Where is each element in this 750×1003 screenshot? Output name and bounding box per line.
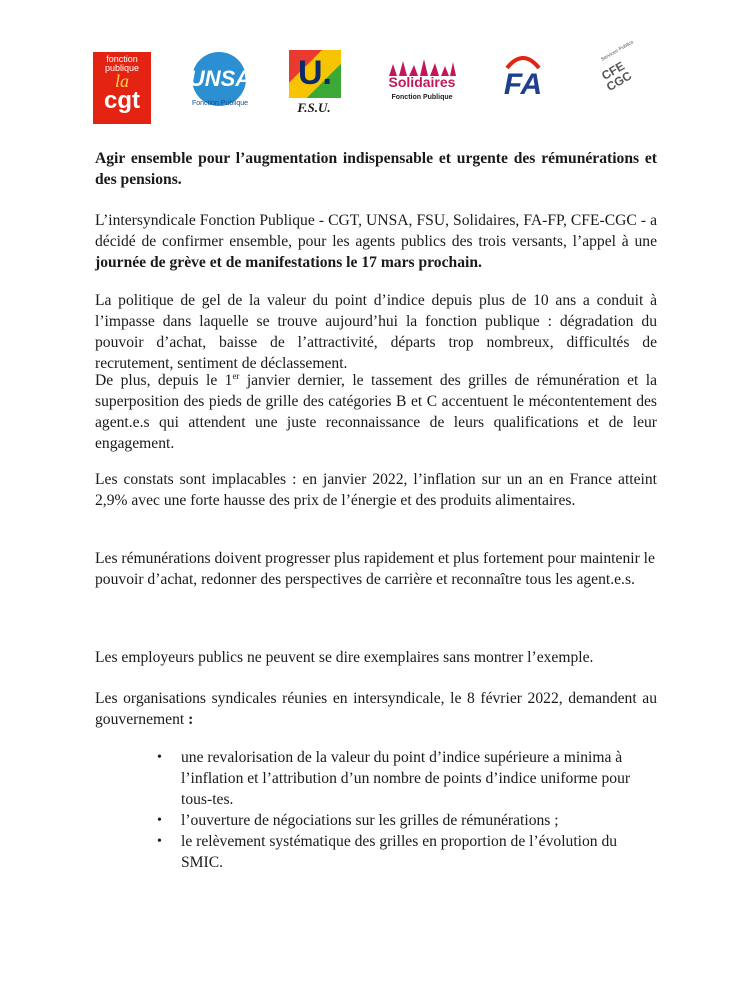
paragraph-remunerations: Les rémunérations doivent progresser plus rapidement et plus fortement pour maintenir le pouvoir d’achat, redonner des perspectives de carrière et reconnaître tous les agent.e.s. xyxy=(95,550,655,588)
paragraph-demandes-text: Les organisations syndicales réunies en intersyndicale, le 8 février 2022, demandent au gouvernement xyxy=(95,690,657,728)
cgt-logo xyxy=(93,52,151,124)
solidaires-logo xyxy=(381,56,463,114)
paragraph-intersyndicale xyxy=(95,210,657,273)
paragraph-grilles xyxy=(95,370,657,454)
paragraph-inflation: Les constats sont implacables : en janvier 2022, l’inflation sur un an en France atteint 2,9% avec une forte hausse des prix de l’énergie et des produits alimentaires. xyxy=(95,471,657,509)
fa-logo xyxy=(497,50,549,112)
unsa-logo xyxy=(180,52,260,116)
paragraph-grilles-post: janvier dernier, le tassement des grilles de rémunération et la superposition des pieds de grille des catégories B et C accentuent le mécontentement des agent.e.s qui attendent une juste reconnaissance de leurs qualifications et de leur engagement. xyxy=(95,372,657,452)
bullet-icon: • xyxy=(157,750,162,765)
list-item-text: une revalorisation de la valeur du point d’indice supérieure a minima à l’inflation et l’attribution d’un nombre de points d’indice uniforme pour tous-tes. xyxy=(181,749,631,808)
demands-list xyxy=(157,747,657,873)
unsa-logo-sub: Fonction Publique xyxy=(191,100,249,107)
list-item-text: l’ouverture de négociations sur les grilles de rémunérations ; xyxy=(181,812,559,829)
document-heading: Agir ensemble pour l’augmentation indispensable et urgente des rémunérations et des pensions. xyxy=(95,150,657,188)
cfe-cgc-logo-word: CFE CGC xyxy=(599,58,635,94)
paragraph-grilles-pre: De plus, depuis le 1 xyxy=(95,372,233,389)
paragraph-employeurs: Les employeurs publics ne peuvent se dire exemplaires sans montrer l’exemple. xyxy=(95,649,594,666)
unsa-logo-word: UNSA xyxy=(188,66,252,91)
paragraph-demandes xyxy=(95,688,657,730)
union-logos-row xyxy=(85,39,665,124)
fa-logo-word: FA xyxy=(503,68,543,101)
list-item xyxy=(157,810,657,831)
fsu-logo-letter: U. xyxy=(298,54,332,92)
bullet-icon: • xyxy=(157,813,162,828)
paragraph-point-indice: La politique de gel de la valeur du point d’indice depuis plus de 10 ans a conduit à l’impasse dans laquelle se trouve aujourd’hui la fonction publique : dégradation du pouvoir d’achat, baisse de l’attractivité, départs trop nombreux, difficultés de recrutement, sentiment de déclassement. xyxy=(95,292,657,372)
paragraph-intersyndicale-text: L’intersyndicale Fonction Publique - CGT, UNSA, FSU, Solidaires, FA-FP, CFE-CGC - a décidé de confirmer ensemble, pour les agents publics des trois versants, l’appel à une xyxy=(95,212,657,250)
crowd-icon xyxy=(387,56,457,76)
paragraph-demandes-colon: : xyxy=(188,711,194,728)
cgt-logo-top: fonction publique xyxy=(104,54,140,73)
fsu-logo-label: F.S.U. xyxy=(297,100,331,115)
list-item xyxy=(157,747,657,810)
cgt-logo-la: la xyxy=(114,71,129,91)
solidaires-logo-sub: Fonction Publique xyxy=(391,94,453,101)
solidaires-logo-name: Solidaires xyxy=(388,74,456,90)
bullet-icon: • xyxy=(157,834,162,849)
fsu-logo xyxy=(283,50,345,120)
cgt-logo-word: cgt xyxy=(104,87,140,114)
cfe-cgc-logo xyxy=(587,39,643,114)
list-item-text: le relèvement systématique des grilles en proportion de l’évolution du SMIC. xyxy=(181,833,618,871)
paragraph-intersyndicale-strike-date: journée de grève et de manifestations le 17 mars prochain. xyxy=(95,254,482,271)
list-item xyxy=(157,831,657,873)
paragraph-grilles-sup: er xyxy=(232,371,240,381)
cfe-cgc-logo-tiny: Services Publics xyxy=(599,39,635,63)
